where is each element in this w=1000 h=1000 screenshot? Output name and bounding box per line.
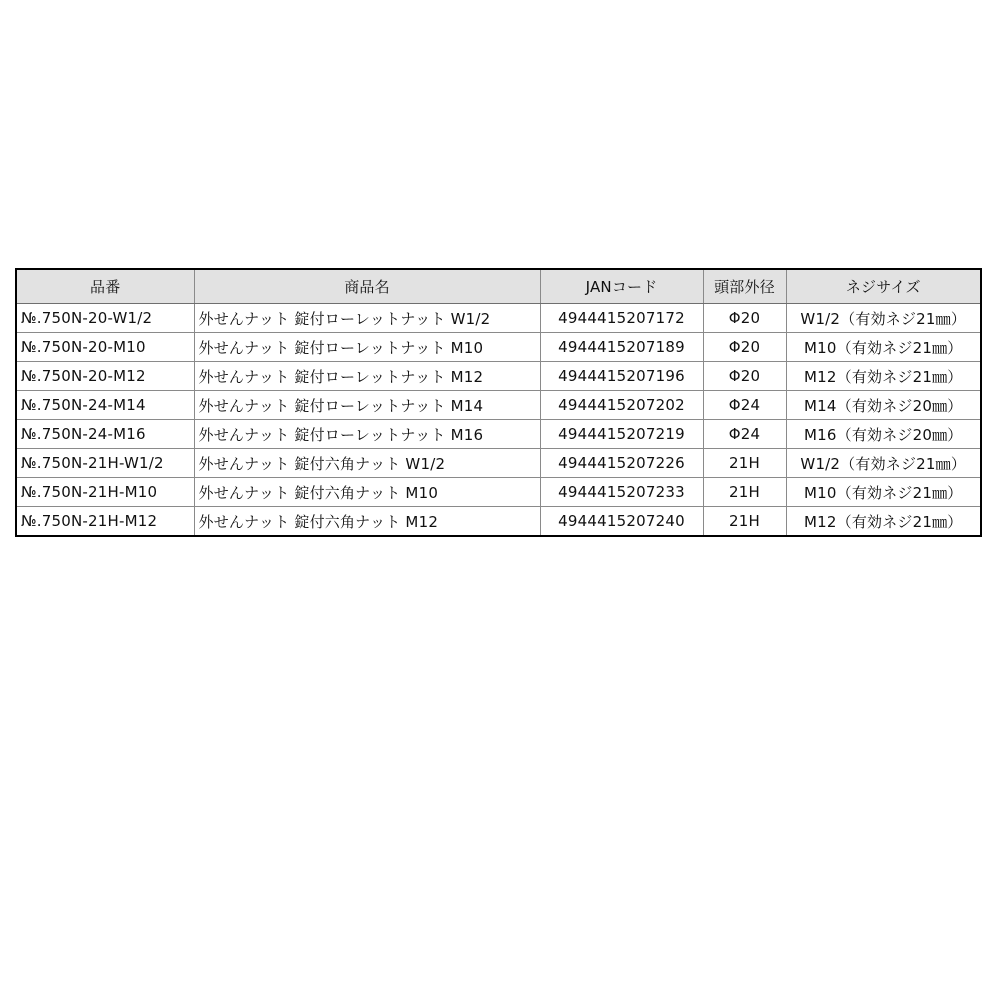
- cell-jan-code: 4944415207189: [540, 333, 703, 362]
- table-row: [16, 304, 981, 333]
- cell-thread-size: M12（有効ネジ21㎜）: [786, 362, 981, 391]
- cell-product-name: 外せんナット 錠付ローレットナット M16: [194, 420, 540, 449]
- cell-product-name: 外せんナット 錠付六角ナット M10: [194, 478, 540, 507]
- table-row: [16, 420, 981, 449]
- cell-head-diameter: Φ24: [703, 391, 786, 420]
- table-row: [16, 362, 981, 391]
- cell-jan-code: 4944415207219: [540, 420, 703, 449]
- cell-product-name: 外せんナット 錠付六角ナット M12: [194, 507, 540, 537]
- header-jan-code: JANコード: [540, 269, 703, 304]
- table-row: [16, 507, 981, 537]
- cell-jan-code: 4944415207226: [540, 449, 703, 478]
- cell-jan-code: 4944415207233: [540, 478, 703, 507]
- cell-product-name: 外せんナット 錠付六角ナット W1/2: [194, 449, 540, 478]
- cell-head-diameter: 21H: [703, 478, 786, 507]
- cell-part-number: №.750N-24-M14: [16, 391, 194, 420]
- cell-thread-size: M12（有効ネジ21㎜）: [786, 507, 981, 537]
- cell-jan-code: 4944415207196: [540, 362, 703, 391]
- header-part-number: 品番: [16, 269, 194, 304]
- cell-head-diameter: Φ20: [703, 362, 786, 391]
- cell-thread-size: M10（有効ネジ21㎜）: [786, 333, 981, 362]
- cell-product-name: 外せんナット 錠付ローレットナット M10: [194, 333, 540, 362]
- cell-jan-code: 4944415207172: [540, 304, 703, 333]
- header-head-diameter: 頭部外径: [703, 269, 786, 304]
- cell-thread-size: M14（有効ネジ20㎜）: [786, 391, 981, 420]
- product-spec-table-container: [15, 268, 980, 537]
- cell-thread-size: W1/2（有効ネジ21㎜）: [786, 449, 981, 478]
- table-row: [16, 478, 981, 507]
- cell-part-number: №.750N-20-W1/2: [16, 304, 194, 333]
- cell-part-number: №.750N-21H-W1/2: [16, 449, 194, 478]
- cell-product-name: 外せんナット 錠付ローレットナット M14: [194, 391, 540, 420]
- table-row: [16, 333, 981, 362]
- cell-jan-code: 4944415207240: [540, 507, 703, 537]
- cell-head-diameter: 21H: [703, 449, 786, 478]
- header-row: [16, 269, 981, 304]
- cell-thread-size: M16（有効ネジ20㎜）: [786, 420, 981, 449]
- product-spec-table: [15, 268, 982, 537]
- table-row: [16, 449, 981, 478]
- table-row: [16, 391, 981, 420]
- cell-part-number: №.750N-24-M16: [16, 420, 194, 449]
- cell-head-diameter: Φ20: [703, 304, 786, 333]
- cell-thread-size: W1/2（有効ネジ21㎜）: [786, 304, 981, 333]
- header-product-name: 商品名: [194, 269, 540, 304]
- cell-product-name: 外せんナット 錠付ローレットナット M12: [194, 362, 540, 391]
- cell-jan-code: 4944415207202: [540, 391, 703, 420]
- cell-thread-size: M10（有効ネジ21㎜）: [786, 478, 981, 507]
- cell-part-number: №.750N-21H-M10: [16, 478, 194, 507]
- header-thread-size: ネジサイズ: [786, 269, 981, 304]
- cell-part-number: №.750N-20-M12: [16, 362, 194, 391]
- cell-part-number: №.750N-20-M10: [16, 333, 194, 362]
- table-body: [16, 304, 981, 537]
- cell-head-diameter: 21H: [703, 507, 786, 537]
- table-header: [16, 269, 981, 304]
- cell-head-diameter: Φ20: [703, 333, 786, 362]
- cell-part-number: №.750N-21H-M12: [16, 507, 194, 537]
- cell-head-diameter: Φ24: [703, 420, 786, 449]
- cell-product-name: 外せんナット 錠付ローレットナット W1/2: [194, 304, 540, 333]
